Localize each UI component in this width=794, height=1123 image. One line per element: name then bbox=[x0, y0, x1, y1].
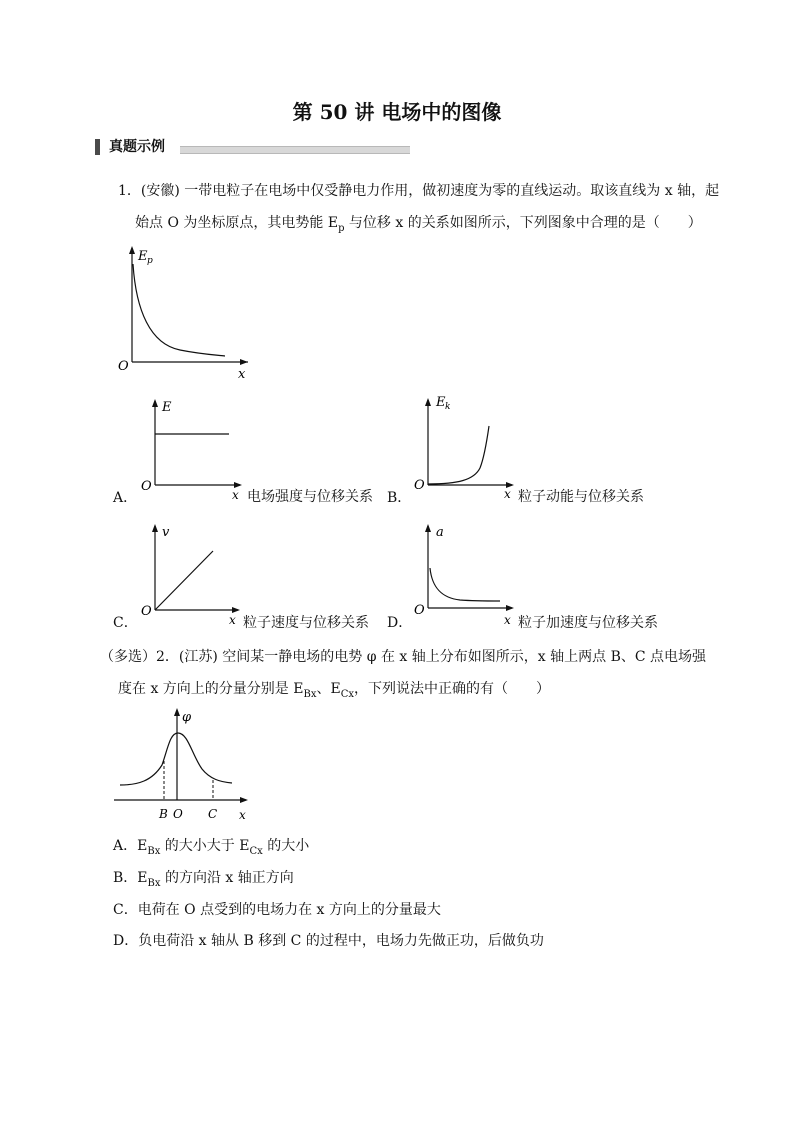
q1-a-origin: O bbox=[141, 479, 152, 494]
q1-d-xlabel: x bbox=[504, 613, 511, 626]
section-marker bbox=[95, 139, 100, 155]
q2-line-2: 度在 x 方向上的分量分别是 $E_{Bx}$、$E_{Cx}$，下列说法中正确的有（ ） bbox=[118, 681, 550, 700]
q1-b-origin: O bbox=[414, 478, 425, 493]
q1-main-ylabel: E bbox=[138, 249, 148, 264]
q1-line-2: 始点 O 为坐标原点，其电势能 $E_p$ 与位移 x 的关系如图所示，下列图象中合理的是（ ） bbox=[135, 215, 702, 234]
q1-c-ylabel: v bbox=[162, 525, 170, 540]
q2-label-c: C bbox=[208, 807, 218, 821]
q1-a-ylabel: E bbox=[162, 400, 172, 415]
q2-line-1: （多选）2．(江苏) 空间某一静电场的电势 φ 在 x 轴上分布如图所示，x 轴上两点 B、C 点电场强 bbox=[100, 649, 707, 665]
q2-xlabel: x bbox=[239, 808, 246, 822]
q2-phi-graph bbox=[108, 703, 258, 825]
q1-main-ysub: p bbox=[147, 256, 153, 266]
q1-line-1: 1．(安徽) 一带电粒子在电场中仅受静电力作用，做初速度为零的直线运动。取该直线为 x 轴，起 bbox=[118, 183, 720, 199]
q1-b-ysub: k bbox=[445, 402, 451, 412]
page-title: 第 50 讲 电场中的图像 bbox=[292, 100, 502, 124]
q2-option-a[interactable]: A．$E_{Bx}$ 的大小大于 $E_{Cx}$ 的大小 bbox=[113, 838, 310, 857]
q1-b-ylabel: E bbox=[436, 395, 446, 410]
section-label: 真题示例 bbox=[109, 139, 165, 155]
section-rule bbox=[180, 146, 410, 154]
q1-option-a-caption: 电场强度与位移关系 bbox=[247, 489, 373, 505]
q1-option-c-graph bbox=[135, 518, 245, 626]
q2-option-d[interactable]: D．负电荷沿 x 轴从 B 移到 C 的过程中，电场力先做正功，后做负功 bbox=[113, 933, 544, 949]
q1-c-origin: O bbox=[141, 604, 152, 619]
q1-d-origin: O bbox=[414, 603, 425, 618]
q1-option-d-letter[interactable]: D． bbox=[387, 615, 413, 631]
q1-option-d-caption: 粒子加速度与位移关系 bbox=[518, 615, 658, 631]
q1-option-c-letter[interactable]: C． bbox=[113, 615, 138, 631]
q1-a-xlabel: x bbox=[232, 488, 239, 501]
q2-label-o: O bbox=[173, 807, 183, 821]
q1-option-d-graph bbox=[408, 518, 518, 626]
q1-option-b-graph bbox=[408, 390, 518, 500]
q2-ylabel: φ bbox=[182, 710, 192, 725]
q2-option-b[interactable]: B．$E_{Bx}$ 的方向沿 x 轴正方向 bbox=[113, 870, 294, 889]
q1-c-xlabel: x bbox=[229, 613, 236, 626]
q1-main-graph bbox=[110, 240, 260, 380]
q1-d-ylabel: a bbox=[436, 525, 444, 540]
q2-option-c[interactable]: C．电荷在 O 点受到的电场力在 x 方向上的分量最大 bbox=[113, 902, 441, 918]
q2-label-b: B bbox=[159, 807, 168, 821]
q1-option-a-letter[interactable]: A． bbox=[113, 490, 138, 506]
q1-b-xlabel: x bbox=[504, 487, 511, 500]
q1-main-xlabel: x bbox=[238, 367, 246, 380]
q1-option-a-graph bbox=[135, 393, 245, 501]
q1-option-b-letter[interactable]: B． bbox=[387, 490, 412, 506]
q1-main-origin: O bbox=[118, 359, 129, 374]
q1-option-c-caption: 粒子速度与位移关系 bbox=[243, 615, 369, 631]
q1-option-b-caption: 粒子动能与位移关系 bbox=[518, 489, 644, 505]
